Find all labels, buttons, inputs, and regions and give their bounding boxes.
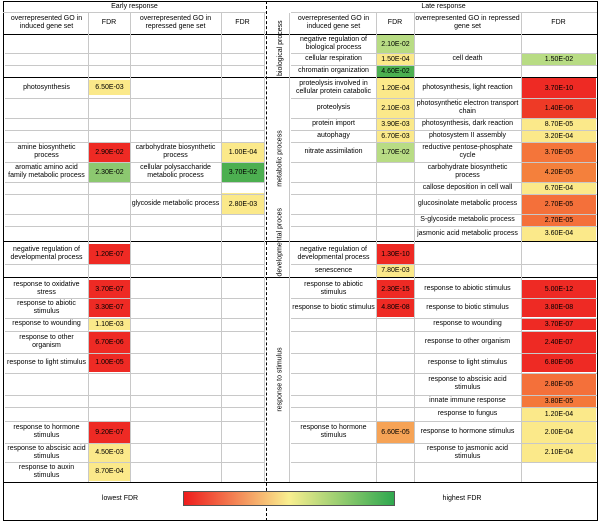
early-induced-aba-fdr: 4.50E-03 bbox=[89, 443, 130, 462]
grid-line bbox=[291, 264, 597, 265]
early-induced-hormone-term: response to hormone stimulus bbox=[13, 424, 80, 439]
early-induced-fdr-header: FDR bbox=[101, 19, 117, 26]
early-induced-neg-reg-dev-term: negative regulation of developmental process bbox=[10, 246, 83, 261]
grid-line bbox=[5, 407, 264, 408]
late-repressed-glucosinolate-fdr: 2.70E-05 bbox=[522, 194, 596, 214]
late-induced-nitrate-fdr: 1.70E-02 bbox=[377, 142, 414, 162]
grid-line bbox=[291, 162, 597, 163]
grid-line bbox=[5, 318, 264, 319]
grid-line bbox=[5, 65, 264, 66]
category-biological-process: biological process bbox=[276, 20, 284, 76]
late-induced-proteolysis-cat-fdr: 1.20E-04 bbox=[377, 78, 414, 98]
late-induced-nitrate-term: nitrate assimilation bbox=[304, 148, 363, 155]
late-repressed-ps-dark-fdr: 8.70E-05 bbox=[522, 118, 596, 130]
late-repressed-glucosinolate-term: glucosinolate metabolic process bbox=[417, 200, 518, 207]
early-induced-photosynthesis-term: photosynthesis bbox=[23, 83, 70, 91]
grid-line bbox=[291, 318, 597, 319]
grid-line bbox=[221, 13, 222, 482]
late-repressed-callose-term: callose deposition in cell wall bbox=[422, 184, 513, 191]
late-repressed-pentose-fdr: 3.70E-05 bbox=[522, 142, 596, 162]
early-induced-amine-fdr: 2.90E-02 bbox=[89, 142, 130, 162]
late-induced-proteolysis-cat-term: proteolysis involved in cellular protein catabolic bbox=[295, 80, 372, 95]
late-repressed-aba-term: response to abscisic acid stimulus bbox=[428, 376, 507, 391]
early-induced-auxin-fdr: 8.70E-04 bbox=[89, 462, 130, 481]
grid-line bbox=[3, 241, 598, 242]
late-induced-col-header: overrepresented GO in induced gene set bbox=[297, 15, 370, 30]
late-induced-biotic-term: response to biotic stimulus bbox=[292, 303, 375, 311]
grid-line bbox=[291, 53, 597, 54]
late-repressed-jasmonic-metab-fdr: 3.60E-04 bbox=[522, 226, 596, 241]
grid-line bbox=[5, 298, 264, 299]
early-induced-aromatic-term: aromatic amino acid family metabolic process bbox=[8, 164, 85, 179]
early-induced-other-org-term: response to other organism bbox=[19, 334, 74, 349]
late-induced-chromatin-fdr: 4.60E-02 bbox=[377, 65, 414, 77]
grid-line bbox=[5, 421, 264, 422]
early-induced-wounding-term: response to wounding bbox=[12, 320, 81, 327]
late-induced-neg-reg-bio-term: negative regulation of biological process bbox=[300, 36, 367, 51]
early-induced-col-header: overrepresented GO in induced gene set bbox=[10, 15, 83, 30]
grid-line bbox=[5, 462, 264, 463]
late-repressed-light-term: response to light stimulus bbox=[428, 358, 507, 366]
grid-line bbox=[5, 194, 264, 195]
early-induced-abiotic-term: response to abiotic stimulus bbox=[17, 299, 76, 315]
late-repressed-psii-term: photosystem II assembly bbox=[428, 132, 507, 139]
late-repressed-hormone-term: response to hormone stimulus bbox=[420, 428, 515, 435]
grid-line bbox=[291, 331, 597, 332]
grid-line bbox=[3, 520, 598, 521]
grid-line bbox=[3, 277, 598, 278]
grid-line bbox=[5, 98, 264, 99]
grid-line bbox=[291, 373, 597, 374]
grid-line bbox=[5, 395, 264, 396]
grid-line bbox=[5, 142, 264, 143]
early-repressed-fdr-header: FDR bbox=[235, 19, 250, 26]
late-induced-senescence-fdr: 7.80E-03 bbox=[377, 264, 414, 277]
grid-line bbox=[291, 142, 597, 143]
grid-line bbox=[597, 1, 598, 521]
early-induced-light-fdr: 1.00E-05 bbox=[89, 353, 130, 372]
late-induced-fdr-header: FDR bbox=[387, 19, 403, 26]
grid-line bbox=[5, 182, 264, 183]
late-repressed-jasmonic-metab-term: jasmonic acid metabolic process bbox=[417, 229, 518, 237]
grid-line bbox=[291, 353, 597, 354]
early-repressed-polysacch-fdr: 3.70E-02 bbox=[222, 162, 264, 182]
early-induced-aba-term: response to abscisic acid stimulus bbox=[7, 444, 86, 460]
early-repressed-carb-bio-fdr: 1.00E-04 bbox=[222, 142, 264, 162]
late-repressed-abiotic-fdr: 5.00E-12 bbox=[522, 280, 596, 298]
late-repressed-aba-fdr: 2.80E-05 bbox=[522, 373, 596, 395]
late-repressed-cell-death-fdr: 1.50E-02 bbox=[522, 53, 596, 65]
late-repressed-ps-dark-term: photosynthesis, dark reaction bbox=[421, 120, 514, 127]
early-repressed-glycoside-fdr: 2.80E-03 bbox=[222, 193, 264, 215]
late-repressed-other-org-term: response to other organism bbox=[424, 338, 511, 345]
grid-line bbox=[291, 194, 597, 195]
late-repressed-ps-light-fdr: 3.70E-10 bbox=[522, 78, 596, 98]
late-repressed-ps-light-term: photosynthesis, light reaction bbox=[422, 84, 513, 91]
early-induced-photosynthesis-fdr: 6.50E-03 bbox=[89, 80, 130, 95]
late-repressed-biotic-term: response to biotic stimulus bbox=[426, 303, 509, 311]
grid-line bbox=[5, 443, 264, 444]
early-induced-wounding-fdr: 1.10E-03 bbox=[89, 318, 130, 330]
late-repressed-fdr-header: FDR bbox=[551, 19, 566, 26]
late-induced-cell-resp-fdr: 1.50E-04 bbox=[377, 53, 414, 65]
late-repressed-col-header: overrepresented GO in repressed gene set bbox=[415, 15, 520, 30]
early-induced-oxidative-term: response to oxidative stress bbox=[13, 281, 80, 296]
late-induced-autophagy-fdr: 6.70E-03 bbox=[377, 130, 414, 142]
late-induced-neg-reg-dev-fdr: 1.30E-10 bbox=[377, 244, 414, 264]
late-repressed-carb-bio-fdr: 4.20E-05 bbox=[522, 162, 596, 182]
early-repressed-col-header: overrepresented GO in repressed gene set bbox=[139, 15, 212, 30]
grid-line bbox=[291, 421, 597, 422]
grid-line bbox=[291, 98, 597, 99]
late-induced-cell-resp-term: cellular respiration bbox=[305, 55, 362, 62]
grid-line bbox=[3, 482, 598, 483]
early-induced-light-term: response to light stimulus bbox=[7, 358, 86, 366]
grid-line bbox=[291, 118, 597, 119]
late-repressed-biotic-fdr: 3.80E-08 bbox=[522, 298, 596, 317]
late-repressed-innate-term: innate immune response bbox=[429, 397, 506, 404]
legend-high-label: highest FDR bbox=[442, 495, 482, 502]
grid-line bbox=[291, 214, 597, 215]
grid-line bbox=[5, 53, 264, 54]
early-induced-oxidative-fdr: 3.70E-07 bbox=[89, 280, 130, 298]
late-repressed-cell-death-term: cell death bbox=[452, 55, 483, 62]
early-repressed-glycoside-term: glycoside metabolic process bbox=[131, 200, 220, 207]
late-induced-autophagy-term: autophagy bbox=[317, 132, 350, 139]
late-induced-hormone-fdr: 6.60E-05 bbox=[377, 421, 414, 443]
late-repressed-pentose-term: reductive pentose-phosphate cycle bbox=[422, 144, 513, 159]
late-repressed-ps-electron-fdr: 1.40E-06 bbox=[522, 98, 596, 118]
category-response-to-stimulus: response to stimulus bbox=[276, 347, 284, 412]
late-repressed-jasmonic-term: response to jasmonic acid stimulus bbox=[427, 444, 508, 460]
grid-line bbox=[3, 1, 4, 521]
grid-line bbox=[264, 13, 265, 482]
category-developmental-process: developmental proces bbox=[276, 208, 284, 277]
early-repressed-carb-bio-term: carbohydrate biosynthetic process bbox=[135, 144, 216, 159]
late-induced-chromatin-term: chromatin organization bbox=[298, 67, 369, 74]
early-induced-hormone-fdr: 9.20E-07 bbox=[89, 421, 130, 443]
grid-line bbox=[291, 395, 597, 396]
late-induced-proteolysis-fdr: 2.10E-03 bbox=[377, 98, 414, 118]
late-repressed-hormone-fdr: 2.00E-04 bbox=[522, 421, 596, 443]
late-repressed-jasmonic-fdr: 2.10E-04 bbox=[522, 443, 596, 462]
grid-line bbox=[291, 443, 597, 444]
early-induced-other-org-fdr: 6.70E-06 bbox=[89, 331, 130, 353]
late-induced-biotic-fdr: 4.80E-08 bbox=[377, 298, 414, 317]
late-induced-neg-reg-dev-term: negative regulation of developmental process bbox=[297, 246, 370, 261]
fdr-color-gradient bbox=[183, 491, 395, 506]
early-induced-amine-term: amine biosynthetic process bbox=[17, 144, 76, 159]
grid-line bbox=[289, 13, 290, 482]
grid-line bbox=[5, 226, 264, 227]
legend-low-label: lowest FDR bbox=[101, 495, 139, 502]
early-response-header: Early response bbox=[111, 3, 158, 10]
category-metabolic-process: metabolic process bbox=[276, 130, 284, 187]
late-repressed-innate-fdr: 3.80E-05 bbox=[522, 395, 596, 407]
late-induced-proteolysis-term: proteolysis bbox=[316, 104, 351, 111]
grid-line bbox=[130, 13, 131, 482]
early-induced-auxin-term: response to auxin stimulus bbox=[18, 463, 75, 479]
late-repressed-s-glycoside-term: S-glycoside metabolic process bbox=[420, 216, 515, 223]
grid-line bbox=[291, 226, 597, 227]
early-induced-neg-reg-dev-fdr: 1.20E-07 bbox=[89, 244, 130, 264]
late-repressed-s-glycoside-fdr: 2.70E-05 bbox=[522, 214, 596, 226]
early-induced-aromatic-fdr: 2.30E-02 bbox=[89, 162, 130, 182]
late-induced-protein-import-fdr: 3.90E-03 bbox=[377, 118, 414, 130]
late-repressed-ps-electron-term: photosynthetic electron transport chain bbox=[416, 100, 519, 115]
grid-line bbox=[291, 12, 597, 13]
late-repressed-other-org-fdr: 2.40E-07 bbox=[522, 331, 596, 353]
late-repressed-carb-bio-term: carbohydrate biosynthetic process bbox=[427, 164, 508, 179]
late-repressed-wounding-fdr: 3.70E-07 bbox=[522, 318, 596, 330]
grid-line bbox=[5, 353, 264, 354]
grid-line bbox=[291, 182, 597, 183]
grid-line bbox=[5, 118, 264, 119]
late-induced-protein-import-term: protein import bbox=[312, 120, 355, 127]
late-repressed-wounding-term: response to wounding bbox=[433, 320, 502, 327]
late-repressed-fungus-fdr: 1.20E-04 bbox=[522, 407, 596, 421]
early-repressed-polysacch-term: cellular polysaccharide metabolic process bbox=[140, 164, 211, 179]
late-response-header: Late response bbox=[421, 3, 466, 10]
grid-line bbox=[291, 298, 597, 299]
grid-line bbox=[291, 130, 597, 131]
grid-line bbox=[291, 65, 597, 66]
late-repressed-psii-fdr: 3.20E-04 bbox=[522, 130, 596, 142]
early-induced-abiotic-fdr: 3.30E-07 bbox=[89, 298, 130, 317]
late-induced-abiotic-term: response to abiotic stimulus bbox=[304, 281, 363, 296]
grid-line bbox=[5, 214, 264, 215]
late-induced-hormone-term: response to hormone stimulus bbox=[300, 424, 367, 439]
grid-line bbox=[291, 462, 597, 463]
late-induced-senescence-term: senescence bbox=[314, 266, 353, 274]
grid-line bbox=[3, 12, 266, 13]
late-repressed-abiotic-term: response to abiotic stimulus bbox=[424, 285, 511, 292]
grid-line bbox=[5, 130, 264, 131]
grid-line bbox=[5, 331, 264, 332]
grid-line bbox=[3, 1, 598, 2]
late-repressed-callose-fdr: 6.70E-04 bbox=[522, 182, 596, 194]
grid-line bbox=[5, 264, 264, 265]
early-late-divider bbox=[266, 1, 267, 521]
late-repressed-light-fdr: 6.80E-06 bbox=[522, 353, 596, 372]
grid-line bbox=[5, 162, 264, 163]
grid-line bbox=[291, 407, 597, 408]
late-induced-abiotic-fdr: 2.30E-15 bbox=[377, 280, 414, 298]
late-induced-neg-reg-bio-fdr: 2.10E-02 bbox=[377, 35, 414, 53]
grid-line bbox=[5, 373, 264, 374]
late-repressed-fungus-term: response to fungus bbox=[437, 410, 498, 417]
